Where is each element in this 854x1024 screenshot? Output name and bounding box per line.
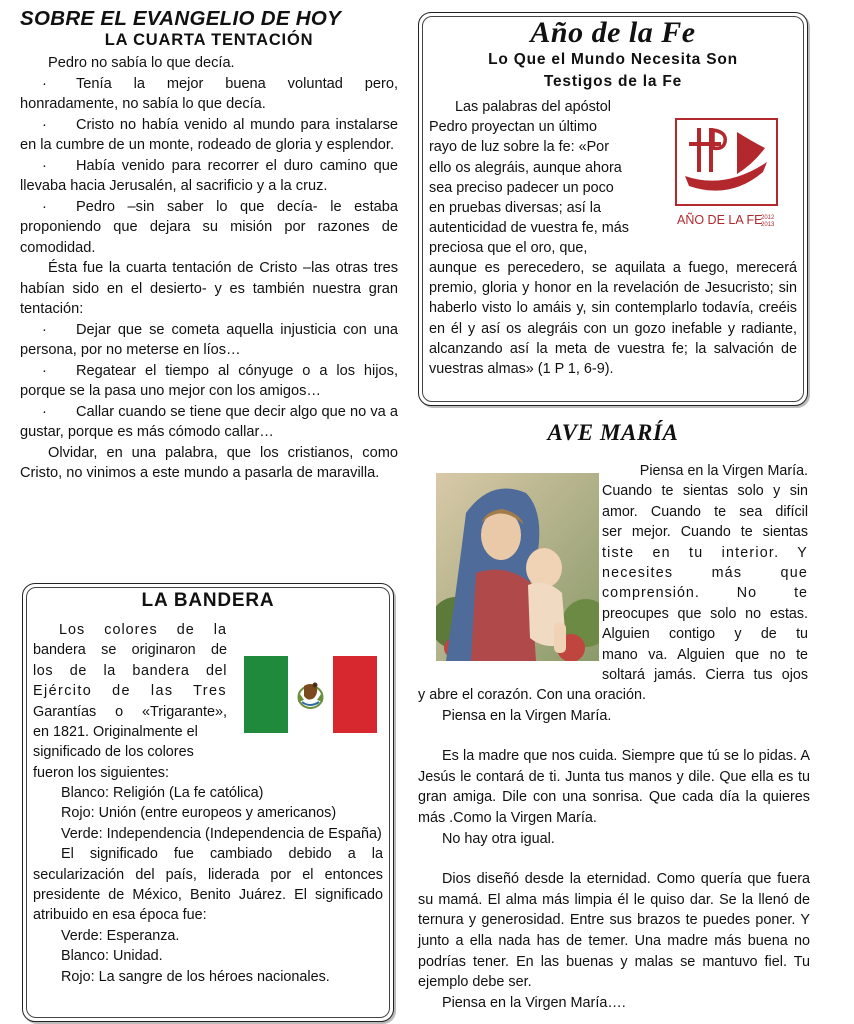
ave-paragraph: Dios diseñó desde la eternidad. Como quería que fuera su mamá. El alma más limpia él le quiso dar. Se la llenó de ternura y generosidad. Entre sus brazos te puedes poner. Y junto a ella nada has de temer. Una madre más buena no podrías tener. En las buenas y malas se mantuvo fiel. Tu ejemplo debe ser. (418, 871, 810, 991)
ave-line: mano va. Alguien que no te (602, 646, 808, 663)
meaning-item: Verde: Independencia (Independencia de España) (61, 825, 382, 842)
bandera-line: significado de los colores (33, 744, 194, 761)
paragraph: Ésta fue la cuarta tentación de Cristo –las otras tres habían sido en el desierto- y es también nuestra gran tentación: (20, 260, 398, 317)
bullet-icon: · (42, 362, 47, 379)
bullet-text: Regatear el tiempo al cónyuge o a los hijos, porque se la pasa uno mejor con los amigos… (20, 362, 398, 399)
meaning-item: Blanco: Unidad. (61, 948, 163, 965)
article-subtitle: LA CUARTA TENTACIÓN (104, 31, 314, 49)
meaning-item: Rojo: La sangre de los héroes nacionales. (61, 968, 330, 985)
ave-line: ser mejor. Cuando te sientas (602, 524, 808, 541)
section-title: SOBRE EL EVANGELIO DE HOY (20, 7, 342, 30)
fe-subtitle: Testigos de la Fe (543, 73, 683, 90)
fe-line: autenticidad de vuestra fe, más (429, 220, 629, 237)
paragraph: Pedro no sabía lo que decía. (48, 55, 235, 71)
ave-line: comprensión. No te (602, 585, 808, 602)
bandera-line: Los colores de la (59, 622, 227, 638)
fe-line: Pedro proyectan un último (429, 119, 597, 136)
bandera-line: en 1821. Originalmente el (33, 724, 198, 741)
ave-line: tiste en tu interior. Y (602, 544, 808, 561)
fe-line: preciosa que el oro, que, (429, 240, 588, 257)
fe-line: rayo de luz sobre la fe: «Por (429, 139, 609, 156)
ave-line: No hay otra igual. (442, 830, 555, 847)
bullet-icon: · (42, 75, 47, 92)
fe-subtitle: Lo Que el Mundo Necesita Son (488, 51, 738, 68)
ave-maria-title: AVE MARÍA (547, 420, 679, 445)
bullet-text: Pedro –sin saber lo que decía- le estaba proponiendo que dejara su misión por razones de comodidad. (20, 198, 398, 256)
ave-line: preocupes que solo no estas. (602, 605, 808, 622)
bandera-paragraph: El significado fue cambiado debido a la secularización del país, liderada por el entonces presidente de México, Benito Juárez. El significado atribuido en esa época fue: (33, 846, 383, 924)
bandera-line: Ejército de las Tres (33, 683, 227, 700)
fe-logo-icon (675, 118, 778, 232)
fe-title: Año de la Fe (530, 16, 696, 49)
fe-line: Las palabras del apóstol (455, 99, 612, 115)
bullet-paragraph (20, 115, 398, 156)
bullet-icon: · (42, 321, 47, 338)
paragraph: Olvidar, en una palabra, que los cristianos, como Cristo, no vinimos a este mundo a pasarla de maravilla. (20, 444, 398, 481)
fe-paragraph: aunque es perecedero, se aquilata a fuego, merecerá premio, gloria y honor en la revelación de Jesucristo; sin haberlo visto lo amáis y, sin contemplarlo todavía, creéis en él y así os alegráis con un gozo inefable y radiante, alcanzando así la meta de vuestra fe; la salvación de vuestras almas» (1 P 1, 6-9). (429, 260, 797, 378)
bullet-icon: · (42, 116, 47, 133)
fe-line: sea preciso padecer un poco (429, 179, 614, 196)
bullet-paragraph (20, 74, 398, 115)
ave-line: Piensa en la Virgen María. (442, 707, 612, 724)
bullet-paragraph (20, 361, 398, 402)
bullet-text: Dejar que se cometa aquella injusticia con una persona, por no meterse en líos… (20, 321, 398, 358)
ano-de-la-fe-logo (675, 118, 778, 232)
logo-year: 2012 (761, 215, 775, 221)
fe-line: ello os alegráis, aunque ahora (429, 159, 622, 176)
ave-line: soltará jamás. Cierra tus ojos (602, 667, 808, 684)
la-bandera-box (22, 583, 394, 1022)
bandera-line: bandera se originaron de (33, 642, 227, 659)
logo-text: AÑO DE LA FE (677, 213, 763, 227)
mexican-flag-icon (244, 656, 377, 733)
bandera-line: los de la bandera del (33, 662, 227, 679)
ave-maria-section (418, 420, 808, 446)
bandera-title: LA BANDERA (141, 590, 275, 611)
ave-line: Alguien contigo y de tu (602, 626, 808, 643)
virgin-mary-painting (436, 473, 599, 661)
ave-paragraph: Es la madre que nos cuida. Siempre que tú se lo pidas. A Jesús le contará de ti. Junta tus manos y dile. Que ella es tu gran amiga. Dile con una sonrisa. Que cada día la quieres más .Como la Virgen María. (418, 748, 810, 826)
bullet-text: Cristo no había venido al mundo para instalarse en la cumbre de un monte, rodeado de gloria y esplendor. (20, 116, 398, 153)
ave-line: y abre el corazón. Con una oración. (418, 687, 646, 703)
ave-line: Cuando te sientas solo y sin (602, 483, 808, 500)
meaning-item: Rojo: Unión (entre europeos y americanos) (61, 805, 337, 822)
evangelio-section (20, 8, 398, 484)
madonna-image-icon (436, 473, 599, 661)
bullet-paragraph (20, 402, 398, 443)
bullet-text: Callar cuando se tiene que decir algo que no va a gustar, porque es más cómodo callar… (20, 403, 398, 440)
ave-line: necesites más que (602, 565, 808, 582)
bandera-line: fueron los siguientes: (33, 764, 169, 781)
bullet-text: Tenía la mejor buena voluntad pero, honradamente, no sabía lo que decía. (20, 75, 398, 112)
ave-line: amor. Cuando te sea difícil (602, 503, 808, 520)
fe-line: en pruebas diversas; así la (429, 200, 601, 217)
meaning-item: Verde: Esperanza. (61, 927, 180, 944)
logo-year: 2013 (761, 222, 775, 228)
meaning-item: Blanco: Religión (La fe católica) (61, 785, 264, 801)
bandera-line: Garantías o «Trigarante», (33, 703, 227, 720)
bullet-paragraph (20, 156, 398, 197)
bullet-paragraph (20, 320, 398, 361)
bullet-icon: · (42, 403, 47, 420)
ave-line: Piensa en la Virgen María…. (442, 994, 626, 1011)
ave-text-column (602, 461, 808, 685)
bullet-paragraph (20, 197, 398, 259)
bullet-text: Había venido para recorrer el duro camino que llevaba hacia Jerusalén, al sacrificio y a la cruz. (20, 157, 398, 194)
ave-body (418, 685, 810, 1013)
bullet-icon: · (42, 157, 47, 174)
bullet-icon: · (42, 198, 47, 215)
mexican-flag (244, 656, 377, 733)
ave-line: Piensa en la Virgen María. (639, 463, 808, 479)
